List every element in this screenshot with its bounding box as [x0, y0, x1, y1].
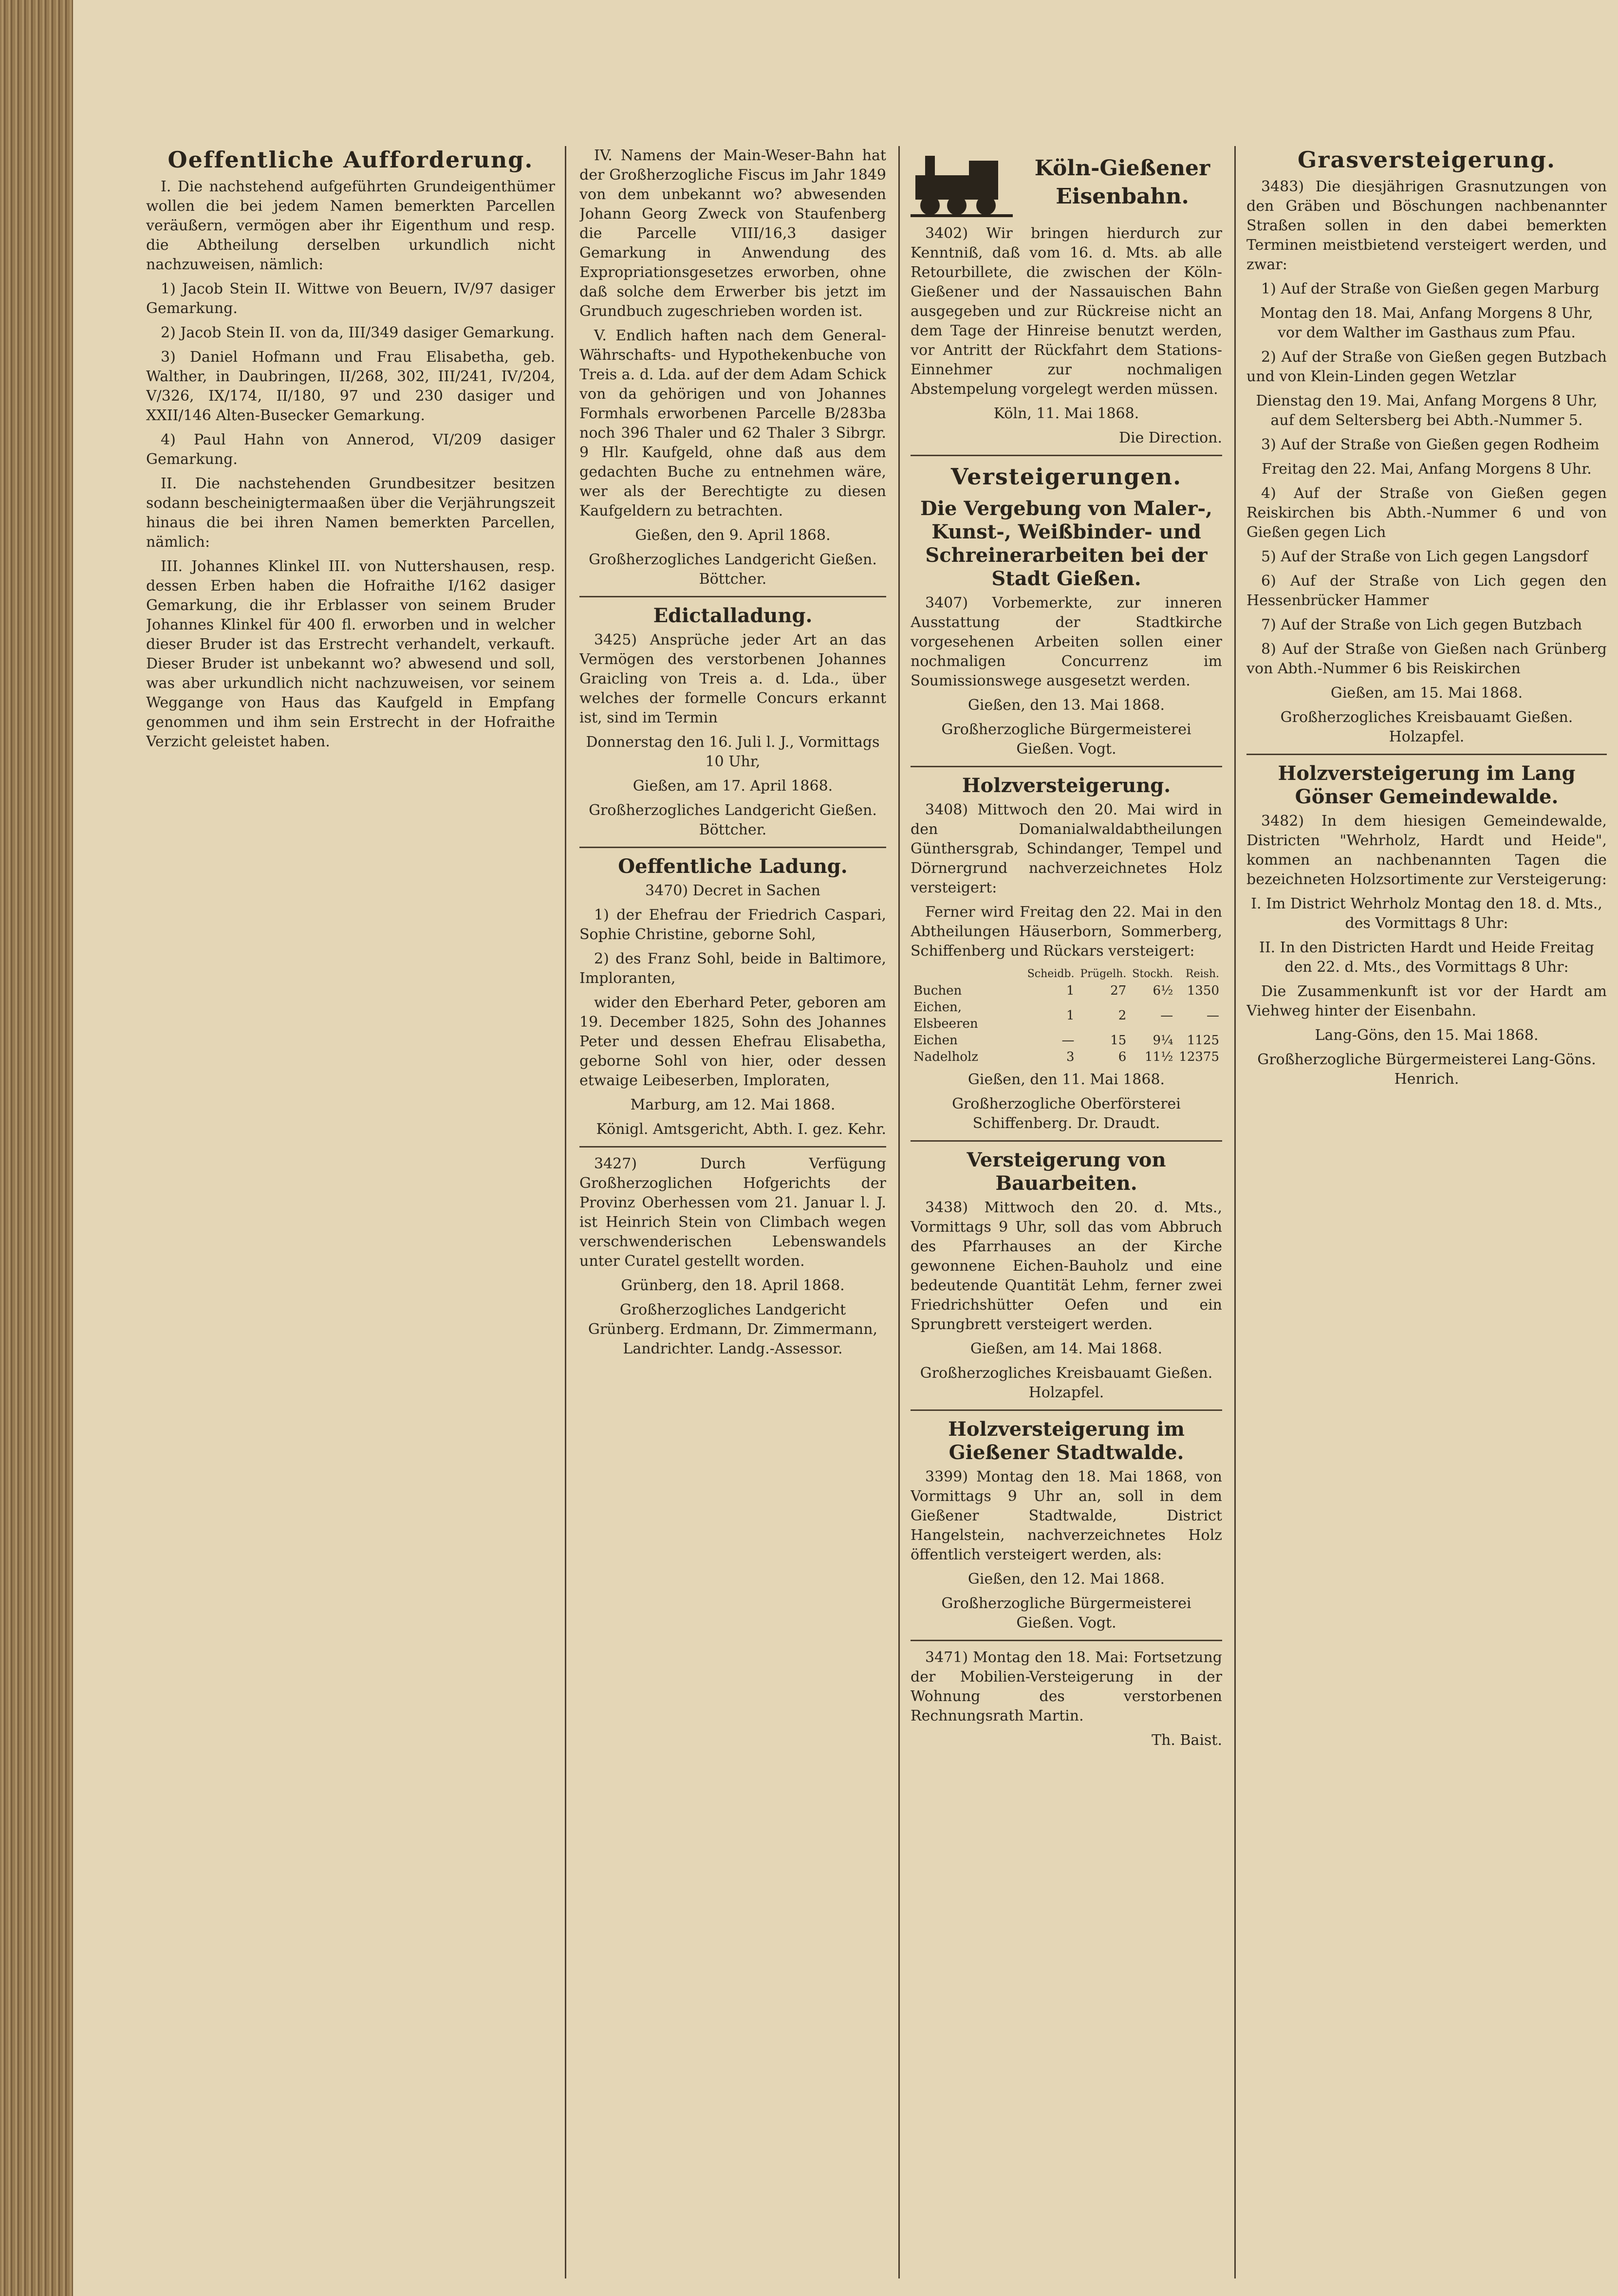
- column-rule: [1234, 146, 1236, 2278]
- paragraph: Die Zusammenkunft ist vor der Hardt am Viehweg hinter der Eisenbahn.: [1246, 983, 1607, 1019]
- paragraph: 3470) Decret in Sachen: [645, 882, 820, 899]
- railway-header: [911, 146, 1222, 219]
- table-cell: 2: [1118, 1008, 1127, 1023]
- book-binding-edge: [0, 0, 73, 2296]
- notice-title: Holzversteigerung.: [962, 774, 1171, 797]
- table-cell: 9¼: [1153, 1033, 1173, 1048]
- paragraph: 3438) Mittwoch den 20. d. Mts., Vormittags 9 Uhr, soll das vom Abbruch des Pfarrhauses an der Kirche gewonnene Eichen-Bauholz und eine bedeutende Quantität Lehm, ferner zwei Friedrichshütter Oefen und ein Sprungbrett versteigert werden.: [911, 1199, 1222, 1333]
- table-row: [911, 1049, 1222, 1065]
- notice-title: Oeffentliche Aufforderung.: [167, 147, 534, 173]
- column-rule: [898, 146, 900, 2278]
- paragraph: II. In den Districten Hardt und Heide Freitag den 22. d. Mts., des Vormittags 8 Uhr:: [1259, 939, 1595, 976]
- table-cell: Nadelholz: [913, 1050, 979, 1064]
- locomotive-icon: [911, 146, 1013, 219]
- table-header-cell: [911, 966, 1024, 982]
- separator: [911, 1409, 1222, 1411]
- column-4: [1246, 146, 1607, 2278]
- dateline: Gießen, den 9. April 1868.: [635, 527, 831, 544]
- dateline: Gießen, am 17. April 1868.: [632, 778, 833, 795]
- paragraph: 3471) Montag den 18. Mai: Fortsetzung der Mobilien-Versteigerung in der Wohnung des verstorbenen Rechnungsrath Martin.: [911, 1649, 1222, 1724]
- signature: Großherzogliches Landgericht Gießen. Böttcher.: [589, 802, 877, 838]
- signature: Großherzogliches Landgericht Grünberg. Erdmann, Dr. Zimmermann, Landrichter. Landg.-Assessor.: [588, 1301, 878, 1357]
- paragraph: 4) Paul Hahn von Annerod, VI/209 dasiger Gemarkung.: [146, 431, 555, 468]
- table-cell: 1125: [1187, 1033, 1219, 1048]
- separator: [911, 1140, 1222, 1142]
- table-cell: 15: [1110, 1033, 1127, 1048]
- paragraph: 3427) Durch Verfügung Großherzoglichen Hofgerichts der Provinz Oberhessen vom 21. Januar l. J. ist Heinrich Stein von Climbach wegen verschwenderischen Lebenswandels unter Curatel gestellt worden.: [579, 1155, 886, 1270]
- table-cell: 11½: [1144, 1050, 1173, 1064]
- paragraph: I. Die nachstehend aufgeführten Grundeigenthümer wollen die bei jedem Namen bemerkten Parcellen veräußern, vermögen aber ihr Eigenthum und resp. die Abtheilung derselben urkundlich nicht nachzuweisen, nämlich:: [146, 178, 555, 273]
- separator: [911, 1640, 1222, 1641]
- table-cell: —: [1160, 1008, 1173, 1023]
- separator: [579, 596, 886, 597]
- separator: [579, 1146, 886, 1148]
- paragraph: 8) Auf der Straße von Gießen nach Grünberg von Abth.-Nummer 6 bis Reiskirchen: [1246, 641, 1607, 677]
- signature: Großherzogliches Landgericht Gießen. Böttcher.: [589, 551, 877, 588]
- dateline: Gießen, den 11. Mai 1868.: [967, 1071, 1165, 1088]
- table-cell: Eichen, Elsbeeren: [913, 1000, 978, 1031]
- table-cell: 6: [1118, 1050, 1127, 1064]
- signature: Th. Baist.: [1152, 1732, 1222, 1749]
- column-2: [579, 146, 886, 2278]
- paragraph: 3) Daniel Hofmann und Frau Elisabetha, geb. Walther, in Daubringen, II/268, 302, III/241, IV/204, V/326, IX/174, II/180, 97 und 230 dasiger und XXII/146 Alten-Busecker Gemarkung.: [146, 349, 555, 424]
- notice-title: Holzversteigerung im Gießener Stadtwalde.: [948, 1418, 1185, 1464]
- table-cell: 6½: [1153, 983, 1173, 998]
- dateline: Gießen, den 12. Mai 1868.: [967, 1571, 1165, 1588]
- signature: Großherzogliche Bürgermeisterei Gießen. Vogt.: [941, 721, 1191, 758]
- separator: [1246, 754, 1607, 755]
- dateline: Grünberg, den 18. April 1868.: [621, 1277, 845, 1294]
- signature: Die Direction.: [1118, 429, 1222, 446]
- signature: Königl. Amtsgericht, Abth. I. gez. Kehr.: [596, 1121, 886, 1138]
- paragraph: III. Johannes Klinkel III. von Nuttershausen, resp. dessen Erben haben die Hofraithe I/162 dasiger Gemarkung, die ihr Erblasser von seinem Bruder Johannes Klinkel für 400 fl. erworben und in welcher dieser Bruder ist das Erstrecht verhandelt, verkauft. Dieser Bruder ist unbekannt wo? abwesend und soll, was aber urkundlich nicht nachzuweisen, vor seinem Weggange von Haus das Kaufgeld in Empfang genommen und ihm sein Erstrecht in der Hofraithe Verzicht geleistet haben.: [146, 558, 555, 750]
- paragraph: II. Die nachstehenden Grundbesitzer besitzen sodann bescheinigtermaaßen über die Verjährungszeit hinaus die bei ihren Namen bemerkten Parcellen, nämlich:: [146, 475, 555, 551]
- dateline: Marburg, am 12. Mai 1868.: [630, 1096, 836, 1113]
- signature: Großherzogliche Bürgermeisterei Gießen. Vogt.: [941, 1595, 1191, 1631]
- paragraph: Ferner wird Freitag den 22. Mai in den Abtheilungen Häuserborn, Sommerberg, Schiffenberg und Rückars versteigert:: [911, 904, 1222, 960]
- paragraph: 1) der Ehefrau der Friedrich Caspari, Sophie Christine, geborne Sohl,: [579, 907, 886, 943]
- paragraph: 6) Auf der Straße von Lich gegen den Hessenbrücker Hammer: [1246, 573, 1607, 609]
- notice-title: Holzversteigerung im Lang Gönser Gemeindewalde.: [1278, 762, 1576, 808]
- notice-title: Versteigerung von Bauarbeiten.: [967, 1148, 1166, 1195]
- signature: Großherzogliches Kreisbauamt Gießen. Holzapfel.: [1280, 709, 1573, 745]
- table-cell: 3: [1066, 1050, 1075, 1064]
- separator: [911, 766, 1222, 767]
- table-cell: 1: [1066, 983, 1075, 998]
- paragraph: I. Im District Wehrholz Montag den 18. d. Mts., des Vormittags 8 Uhr:: [1251, 895, 1602, 932]
- dateline: Köln, 11. Mai 1868.: [993, 405, 1139, 422]
- paragraph: 5) Auf der Straße von Lich gegen Langsdorf: [1261, 548, 1588, 565]
- signature: Großherzogliche Bürgermeisterei Lang-Göns. Henrich.: [1257, 1051, 1596, 1088]
- paragraph: 3) Auf der Straße von Gießen gegen Rodheim: [1261, 436, 1599, 453]
- paragraph: 4) Auf der Straße von Gießen gegen Reiskirchen bis Abth.-Nummer 6 und von Gießen gegen Lich: [1246, 485, 1607, 541]
- paragraph: Montag den 18. Mai, Anfang Morgens 8 Uhr, vor dem Walther im Gasthaus zum Pfau.: [1260, 305, 1593, 341]
- paragraph: Dienstag den 19. Mai, Anfang Morgens 8 Uhr, auf dem Seltersberg bei Abth.-Nummer 5.: [1256, 392, 1598, 429]
- separator: [579, 847, 886, 848]
- table-header-cell: Stockh.: [1132, 968, 1173, 980]
- table-cell: —: [1207, 1008, 1219, 1023]
- paragraph: Donnerstag den 16. Juli l. J., Vormittags 10 Uhr,: [586, 734, 880, 770]
- notice-title: Die Vergebung von Maler-, Kunst-, Weißbinder- und Schreinerarbeiten bei der Stadt Gießen.: [920, 497, 1212, 590]
- table-cell: Eichen: [913, 1033, 958, 1048]
- paragraph: Freitag den 22. Mai, Anfang Morgens 8 Uhr.: [1262, 461, 1592, 478]
- column-rule: [565, 146, 566, 2278]
- table-cell: 12375: [1179, 1050, 1219, 1064]
- dateline: Gießen, den 13. Mai 1868.: [967, 697, 1165, 714]
- dateline: Lang-Göns, den 15. Mai 1868.: [1315, 1027, 1539, 1044]
- notice-title: Oeffentliche Ladung.: [618, 855, 848, 878]
- paragraph: 2) des Franz Sohl, beide in Baltimore, Imploranten,: [579, 950, 886, 987]
- table-row: [911, 1032, 1222, 1049]
- column-3: [911, 146, 1222, 2278]
- paragraph: 3482) In dem hiesigen Gemeindewalde, Districten "Wehrholz, Hardt und Heide", kommen an nachbenannten Tagen die bezeichneten Holzsortimente zur Versteigerung:: [1246, 813, 1607, 888]
- section-title: Versteigerungen.: [950, 463, 1182, 490]
- paragraph: 3399) Montag den 18. Mai 1868, von Vormittags 9 Uhr an, soll in dem Gießener Stadtwalde, District Hangelstein, nachverzeichnetes Holz öffentlich versteigert werden, als:: [911, 1468, 1222, 1563]
- column-1: [146, 146, 555, 2278]
- table-header-cell: Reish.: [1185, 968, 1219, 980]
- paragraph: 3425) Ansprüche jeder Art an das Vermögen des verstorbenen Johannes Graicling von Treis a. d. Lda., über welches der formelle Concurs erkannt ist, sind im Termin: [579, 631, 886, 726]
- table-cell: 1: [1066, 1008, 1075, 1023]
- table-cell: Buchen: [913, 983, 962, 998]
- paragraph: 2) Auf der Straße von Gießen gegen Butzbach und von Klein-Linden gegen Wetzlar: [1246, 349, 1607, 385]
- paragraph: 3407) Vorbemerkte, zur inneren Ausstattung der Stadtkirche vorgesehenen Arbeiten sollen einer nochmaligen Concurrenz im Soumissionswege ausgesetzt werden.: [911, 594, 1222, 689]
- table-header-cell: Prügelh.: [1080, 968, 1127, 980]
- paragraph: 7) Auf der Straße von Lich gegen Butzbach: [1261, 616, 1582, 633]
- paragraph: 3402) Wir bringen hierdurch zur Kenntniß, daß vom 16. d. Mts. ab alle Retourbillete, die zwischen der Köln-Gießener und der Nassauischen Bahn ausgegeben und zur Rückreise nicht an dem Tage der Hinreise benutzt werden, vor Antritt der Rückfahrt dem Stations-Einnehmer zur nochmaligen Abstempelung vorgelegt werden müssen.: [911, 225, 1222, 398]
- dateline: Gießen, am 15. Mai 1868.: [1330, 685, 1523, 702]
- newspaper-page: [73, 0, 1618, 2296]
- separator: [911, 455, 1222, 456]
- paragraph: wider den Eberhard Peter, geboren am 19. December 1825, Sohn des Johannes Peter und dessen Ehefrau Elisabetha, geborne Sohl von hier, oder dessen etwaige Leibeserben, Imploraten,: [579, 994, 886, 1089]
- paragraph: 1) Jacob Stein II. Wittwe von Beuern, IV/97 dasiger Gemarkung.: [146, 280, 555, 317]
- paragraph: 3483) Die diesjährigen Grasnutzungen von den Gräben und Böschungen nachbenannter Straßen sollen in den dabei bemerkten Terminen meistbietend versteigert werden, und zwar:: [1246, 178, 1607, 273]
- timber-table: [911, 966, 1222, 1065]
- notice-title: Grasversteigerung.: [1297, 147, 1556, 173]
- paragraph: 3408) Mittwoch den 20. Mai wird in den Domanialwaldabtheilungen Günthersgrab, Schindanger, Tempel und Dörnergrund nachverzeichnetes Holz versteigert:: [911, 801, 1222, 896]
- signature: Großherzogliches Kreisbauamt Gießen. Holzapfel.: [920, 1365, 1213, 1401]
- paragraph: V. Endlich haften nach dem General-Währschafts- und Hypothekenbuche von Treis a. d. Lda. auf der dem Adam Schick von da gehörigen und von Johannes Formhals erworbenen Parcelle B/283ba noch 396 Thaler und 62 Thaler 3 Sibrgr. 9 Hlr. Kaufgeld, ohne daß aus dem gedachten Buche zu entnehmen wäre, wer als der Berechtigte zu diesen Kaufgeldern zu betrachten.: [579, 327, 886, 519]
- notice-title: Edictalladung.: [653, 604, 813, 627]
- table-header-row: [911, 966, 1222, 982]
- table-row: [911, 999, 1222, 1032]
- dateline: Gießen, am 14. Mai 1868.: [970, 1340, 1163, 1357]
- table-cell: 1350: [1187, 983, 1219, 998]
- paragraph: 2) Jacob Stein II. von da, III/349 dasiger Gemarkung.: [161, 324, 555, 341]
- table-cell: 27: [1110, 983, 1127, 998]
- table-row: [911, 982, 1222, 999]
- notice-title: Köln-Gießener Eisenbahn.: [1034, 156, 1210, 209]
- signature: Großherzogliche Oberförsterei Schiffenberg. Dr. Draudt.: [952, 1095, 1181, 1132]
- table-cell: —: [1061, 1033, 1075, 1048]
- table-header-cell: Scheidb.: [1027, 968, 1075, 980]
- paragraph: 1) Auf der Straße von Gießen gegen Marburg: [1261, 280, 1599, 297]
- paragraph: IV. Namens der Main-Weser-Bahn hat der Großherzogliche Fiscus im Jahr 1849 von dem unbekannt wo? abwesenden Johann Georg Zweck von Staufenberg die Parcelle VIII/16,3 dasiger Gemarkung in Anwendung des Expropriationsgesetzes erworben, ohne daß solche dem Erwerber bis jetzt im Grundbuch zugeschrieben worden ist.: [579, 147, 886, 320]
